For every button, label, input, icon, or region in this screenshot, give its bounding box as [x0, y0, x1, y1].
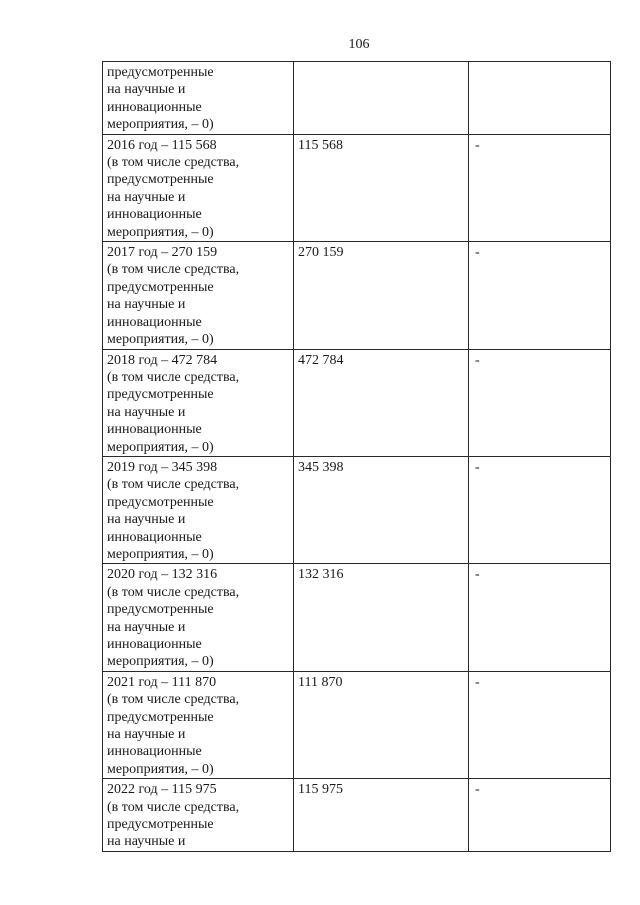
cell-line: инновационные — [107, 314, 202, 330]
cell-line: предусмотренные — [107, 65, 214, 80]
table-row — [103, 671, 611, 778]
other-cell — [469, 349, 611, 456]
empty-value-dash: - — [475, 245, 480, 261]
year-description-cell — [103, 779, 294, 852]
cell-line: (в том числе средства, — [107, 369, 240, 385]
cell-line: на научные и — [107, 189, 186, 205]
other-cell — [469, 779, 611, 852]
empty-value-dash: - — [475, 567, 480, 583]
cell-line: инновационные — [107, 99, 202, 115]
year-description-cell — [103, 349, 294, 456]
other-cell — [469, 456, 611, 563]
cell-line: мероприятия, – 0) — [107, 761, 214, 777]
cell-line: предусмотренные — [107, 602, 214, 618]
amount-cell: 270 159 — [294, 242, 469, 349]
cell-line: на научные и — [107, 82, 186, 98]
cell-line: (в том числе средства, — [107, 262, 240, 278]
year-description-cell — [103, 671, 294, 778]
cell-line: мероприятия, – 0) — [107, 332, 214, 348]
cell-line: предусмотренные — [107, 387, 214, 403]
cell-line: (в том числе средства, — [107, 155, 240, 171]
amount-cell: 111 870 — [294, 671, 469, 778]
cell-line: инновационные — [107, 529, 202, 545]
funding-table — [102, 61, 611, 852]
cell-line: мероприятия, – 0) — [107, 117, 214, 133]
cell-line: предусмотренные — [107, 172, 214, 188]
cell-line: предусмотренные — [107, 817, 214, 833]
cell-line: 2018 год – 472 784 — [107, 352, 218, 368]
other-cell — [469, 564, 611, 671]
year-description-cell — [103, 564, 294, 671]
table-row — [103, 456, 611, 563]
cell-line: (в том числе средства, — [107, 692, 240, 708]
cell-line: инновационные — [107, 744, 202, 760]
cell-line: инновационные — [107, 637, 202, 652]
cell-line: инновационные — [107, 422, 202, 438]
year-description-cell — [103, 242, 294, 349]
cell-line: на научные и — [107, 727, 186, 743]
amount-cell — [294, 62, 469, 135]
amount-cell: 472 784 — [294, 349, 469, 456]
cell-line: 2016 год – 115 568 — [107, 137, 217, 153]
cell-line: 2020 год – 132 316 — [107, 567, 218, 583]
cell-line: предусмотренные — [107, 709, 214, 725]
amount-cell: 345 398 — [294, 456, 469, 563]
cell-line: мероприятия, – 0) — [107, 654, 214, 670]
cell-line: 2022 год – 115 975 — [107, 782, 217, 798]
empty-value-dash: - — [475, 782, 480, 798]
year-description-cell — [103, 62, 294, 135]
cell-line: мероприятия, – 0) — [107, 546, 214, 562]
page-number: 106 — [348, 37, 370, 52]
amount-cell: 115 568 — [294, 134, 469, 241]
cell-line: на научные и — [107, 512, 186, 528]
cell-line: предусмотренные — [107, 279, 214, 295]
cell-line: на научные и — [107, 297, 186, 313]
other-cell — [469, 62, 611, 135]
other-cell — [469, 671, 611, 778]
table-row — [103, 242, 611, 349]
cell-line: 2017 год – 270 159 — [107, 245, 218, 261]
cell-line: на научные и — [107, 404, 186, 420]
table-row — [103, 62, 611, 135]
amount-cell: 115 975 — [294, 779, 469, 852]
cell-line: мероприятия, – 0) — [107, 224, 214, 240]
cell-line: 2021 год – 111 870 — [107, 674, 217, 690]
cell-line: на научные и — [107, 619, 186, 635]
cell-line: (в том числе средства, — [107, 477, 240, 493]
other-cell — [469, 134, 611, 241]
cell-line: предусмотренные — [107, 494, 214, 510]
empty-value-dash: - — [475, 459, 480, 475]
cell-line: (в том числе средства, — [107, 584, 240, 600]
cell-line: мероприятия, – 0) — [107, 439, 214, 455]
other-cell — [469, 242, 611, 349]
table-row — [103, 779, 611, 852]
cell-line: (в том числе средства, — [107, 799, 240, 815]
empty-value-dash: - — [475, 137, 480, 153]
year-description-cell — [103, 134, 294, 241]
table-row — [103, 349, 611, 456]
amount-cell: 132 316 — [294, 564, 469, 671]
empty-value-dash: - — [475, 674, 480, 690]
year-description-cell — [103, 456, 294, 563]
table-row — [103, 134, 611, 241]
cell-line: 2019 год – 345 398 — [107, 459, 218, 475]
cell-line: на научные и — [107, 834, 186, 850]
table-row — [103, 564, 611, 671]
cell-line: инновационные — [107, 207, 202, 223]
empty-value-dash: - — [475, 352, 480, 368]
